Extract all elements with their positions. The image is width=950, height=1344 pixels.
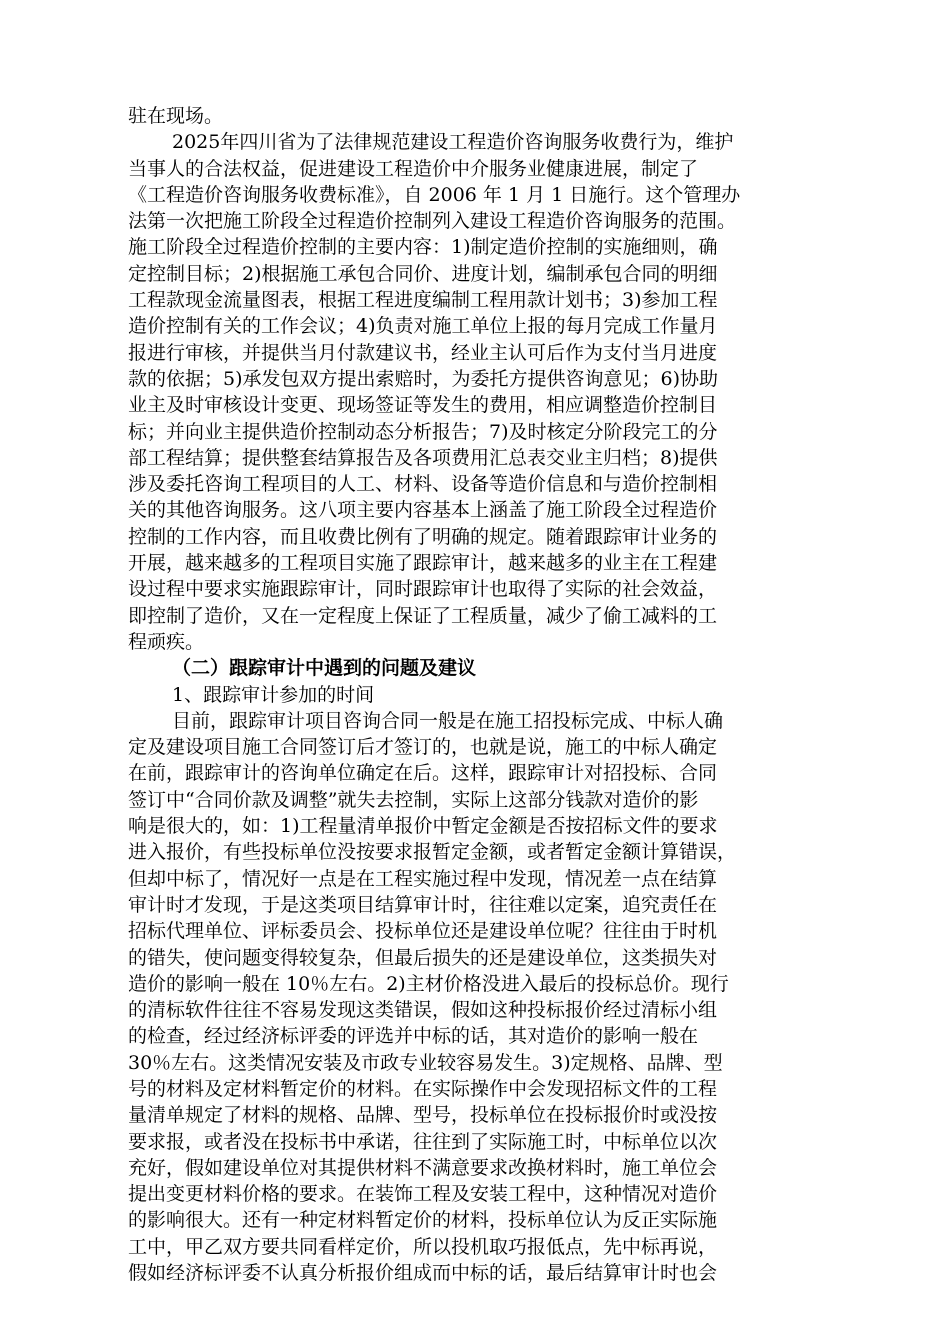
text-line: 造价的影响一般在 10％左右。2)主材价格没进入最后的投标总价。现行 <box>128 972 729 995</box>
text-line: 量清单规定了材料的规格、品牌、型号，投标单位在投标报价时或没按 <box>128 1104 718 1127</box>
text-line: 部工程结算；提供整套结算报告及各项费用汇总表交业主归档；8)提供 <box>128 446 718 469</box>
text-line: 但却中标了，情况好一点是在工程实施过程中发现，情况差一点在结算 <box>128 867 718 890</box>
text-line: 设过程中要求实施跟踪审计，同时跟踪审计也取得了实际的社会效益， <box>128 578 718 601</box>
text-line: 提出变更材料价格的要求。在装饰工程及安装工程中，这种情况对造价 <box>128 1183 718 1206</box>
text-line: 《工程造价咨询服务收费标准》，自 2006 年 1 月 1 日施行。这个管理办 <box>128 183 741 206</box>
text-line: 涉及委托咨询工程项目的人工、材料、设备等造价信息和与造价控制相 <box>128 473 718 496</box>
text-line: 2025年四川省为了法律规范建设工程造价咨询服务收费行为，维护 <box>172 131 734 154</box>
text-line: 审计时才发现，于是这类项目结算审计时，往往难以定案，追究责任在 <box>128 893 718 916</box>
text-line: 充好，假如建设单位对其提供材料不满意要求改换材料时，施工单位会 <box>128 1156 718 1179</box>
text-line: 工中，甲乙双方要共同看样定价，所以投机取巧报低点，先中标再说， <box>128 1235 718 1258</box>
text-line: 1、跟踪审计参加的时间 <box>172 683 375 706</box>
text-line: 程顽疾。 <box>128 630 205 653</box>
text-line: 定及建设项目施工合同签订后才签订的，也就是说，施工的中标人确定 <box>128 736 718 759</box>
text-line: 业主及时审核设计变更、现场签证等发生的费用，相应调整造价控制目 <box>128 394 718 417</box>
text-line: 关的其他咨询服务。这八项主要内容基本上涵盖了施工阶段全过程造价 <box>128 499 718 522</box>
text-line: 造价控制有关的工作会议；4)负责对施工单位上报的每月完成工作量月 <box>128 315 718 338</box>
text-line: 款的依据；5)承发包双方提出索赔时，为委托方提供咨询意见；6)协助 <box>128 367 719 390</box>
text-line: 标；并向业主提供造价控制动态分析报告；7)及时核定分阶段完工的分 <box>128 420 718 443</box>
text-line: 驻在现场。 <box>128 105 224 127</box>
text-line: 报进行审核，并提供当月付款建议书，经业主认可后作为支付当月进度 <box>128 341 718 364</box>
text-line: 的清标软件往往不容易发现这类错误，假如这种投标报价经过清标小组 <box>128 999 718 1022</box>
text-line: 30％左右。这类情况安装及市政专业较容易发生。3)定规格、品牌、型 <box>128 1051 723 1074</box>
text-line: 号的材料及定材料暂定价的材料。在实际操作中会发现招标文件的工程 <box>128 1077 718 1100</box>
text-line: 签订中“合同价款及调整”就失去控制，实际上这部分钱款对造价的影 <box>128 788 699 811</box>
text-line: 的错失，使问题变得较复杂，但最后损失的还是建设单位，这类损失对 <box>128 946 718 969</box>
text-line: 开展，越来越多的工程项目实施了跟踪审计，越来越多的业主在工程建 <box>128 552 718 575</box>
text-line: 即控制了造价，又在一定程度上保证了工程质量，减少了偷工减料的工 <box>128 604 718 627</box>
text-line: 控制的工作内容，而且收费比例有了明确的规定。随着跟踪审计业务的 <box>128 525 718 548</box>
section-heading: （二）跟踪审计中遇到的问题及建议 <box>172 657 477 680</box>
text-line: 目前，跟踪审计项目咨询合同一般是在施工招投标完成、中标人确 <box>172 709 724 732</box>
text-line: 招标代理单位、评标委员会、投标单位还是建设单位呢？往往由于时机 <box>128 920 718 943</box>
text-line: 定控制目标；2)根据施工承包合同价、进度计划，编制承包合同的明细 <box>128 262 718 285</box>
text-line: 工程款现金流量图表，根据工程进度编制工程用款计划书；3)参加工程 <box>128 289 718 312</box>
text-line: 法第一次把施工阶段全过程造价控制列入建设工程造价咨询服务的范围。 <box>128 210 737 233</box>
body-text <box>128 103 828 1286</box>
text-line: 的影响很大。还有一种定材料暂定价的材料，投标单位认为反正实际施 <box>128 1209 718 1232</box>
text-line: 在前，跟踪审计的咨询单位确定在后。这样，跟踪审计对招投标、合同 <box>128 762 718 785</box>
text-line: 要求报，或者没在投标书中承诺，往往到了实际施工时，中标单位以次 <box>128 1130 718 1153</box>
text-line: 当事人的合法权益，促进建设工程造价中介服务业健康进展，制定了 <box>128 157 699 180</box>
text-line: 假如经济标评委不认真分析报价组成而中标的话，最后结算审计时也会 <box>128 1262 718 1285</box>
text-line: 响是很大的，如：1)工程量清单报价中暂定金额是否按招标文件的要求 <box>128 815 718 838</box>
text-line: 的检查，经过经济标评委的评选并中标的话，其对造价的影响一般在 <box>128 1025 699 1048</box>
text-line: 进入报价，有些投标单位没按要求报暂定金额，或者暂定金额计算错误， <box>128 841 737 864</box>
text-line: 施工阶段全过程造价控制的主要内容：1)制定造价控制的实施细则，确 <box>128 236 718 259</box>
